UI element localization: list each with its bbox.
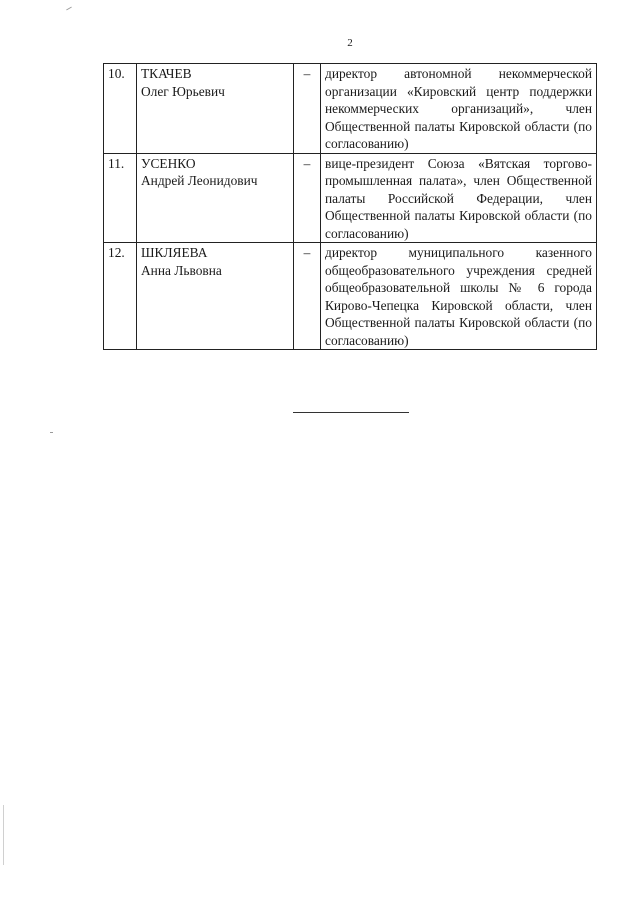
member-name (137, 153, 294, 243)
scan-speck (66, 7, 72, 11)
member-description: директор автономной некоммерческой организации «Кировский центр поддержки некоммерческих организаций», член Общественной палаты Кировской области (по согласованию) (321, 64, 597, 154)
closing-rule (293, 412, 409, 413)
member-given-names: Андрей Леонидович (141, 173, 258, 188)
table-row (104, 64, 597, 154)
page-number: 2 (347, 37, 353, 49)
row-number: 10. (104, 64, 137, 154)
member-name (137, 64, 294, 154)
member-given-names: Олег Юрьевич (141, 83, 225, 99)
member-description: директор муниципального казенного общеобразовательного учреждения средней общеобразовательной школы № 6 города Кирово-Чепецка Кировской области, член Общественной палаты Кировской области (по согласованию) (321, 243, 597, 350)
scan-speck (50, 432, 53, 433)
member-name (137, 243, 294, 350)
member-surname: ТКАЧЕВ (141, 66, 192, 81)
table-row (104, 243, 597, 350)
row-number: 11. (104, 153, 137, 243)
row-number: 12. (104, 243, 137, 350)
dash-separator: – (294, 153, 321, 243)
members-table (103, 63, 597, 350)
table-row (104, 153, 597, 243)
scan-speck (3, 805, 4, 865)
member-surname: УСЕНКО (141, 155, 196, 171)
member-given-names: Анна Львовна (141, 262, 222, 278)
dash-separator: – (294, 243, 321, 350)
dash-separator: – (294, 64, 321, 154)
member-surname: ШКЛЯЕВА (141, 245, 208, 260)
member-description: вице-президент Союза «Вятская торгово-промышленная палата», член Общественной палаты Российской Федерации, член Общественной палаты Кировской области (по согласованию) (321, 153, 597, 243)
